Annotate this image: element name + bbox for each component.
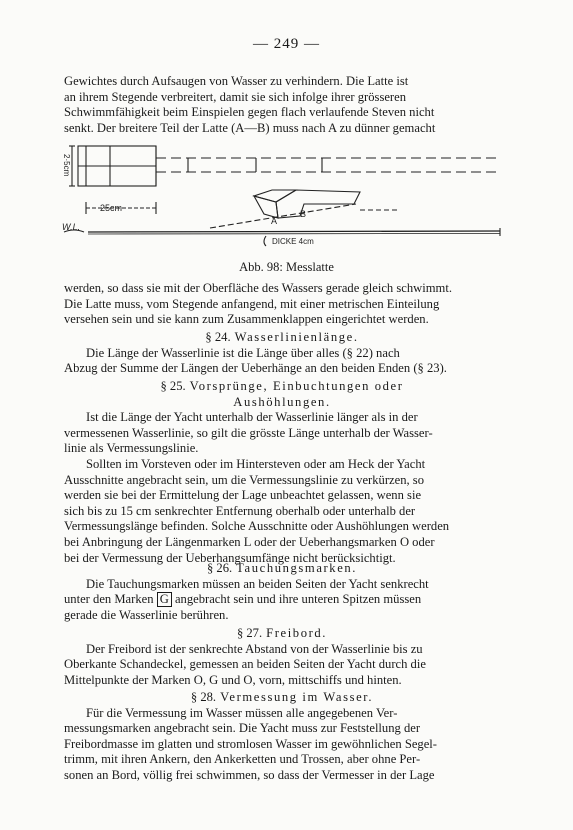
text-line: Die Länge der Wasserlinie ist die Länge über alles (§ 22) nach	[86, 345, 400, 360]
section-25	[64, 379, 500, 566]
text-line: werden, so dass sie mit der Oberfläche des Wassers gerade gleich schwimmt.	[64, 281, 452, 295]
float-arm	[276, 190, 360, 218]
water-line	[88, 231, 500, 232]
figure-caption: Abb. 98: Messlatte	[239, 260, 334, 274]
section-heading: § 25. Vorsprünge, Einbuchtungen oder	[160, 379, 404, 393]
page-number: — 249 —	[253, 36, 320, 52]
text-line: sonen an Bord, völlig frei schwimmen, so dass der Vermesser in der Lage	[64, 767, 435, 782]
section-heading-cont: Aushöhlungen.	[233, 394, 331, 409]
text-line: Abzug der Summe der Längen der Ueberhänge an den beiden Enden (§ 23).	[64, 361, 447, 376]
text-line: Ist die Länge der Yacht unterhalb der Wasserlinie länger als in der	[86, 410, 418, 425]
section-26	[64, 561, 500, 623]
waterline-label: W.L.	[62, 222, 81, 232]
text-line: Der Freibord ist der senkrechte Abstand von der Wasserlinie bis zu	[86, 641, 423, 656]
text-line: vermessenen Wasserlinie, so gilt die grösste Länge unterhalb der Wasser-	[64, 425, 433, 440]
text-line: an ihrem Stegende verbreitert, damit sie sich infolge ihrer grösseren	[64, 89, 407, 104]
text-line: Für die Vermessung im Wasser müssen alle angegebenen Ver-	[86, 705, 398, 720]
text-line: unter den Marken G angebracht sein und ihre unteren Spitzen müssen	[64, 592, 422, 607]
messlatte-figure	[60, 138, 510, 253]
text-line: bei Anbringung der Längenmarken L oder der Ueberhangsmarken O oder	[64, 534, 435, 549]
text-line: senkt. Der breitere Teil der Latte (A—B) muss nach A zu dünner gemacht	[64, 120, 436, 135]
intro-paragraph	[64, 74, 500, 136]
section-28	[64, 690, 500, 784]
text-line: Oberkante Schandeckel, gemessen an beiden Seiten der Yacht durch die	[64, 657, 426, 672]
text-line: Schwimmfähigkeit beim Einspielen gegen flach verlaufende Steven nicht	[64, 105, 435, 120]
text-line: versehen sein und sie kann zum Zusammenklappen eingerichtet werden.	[64, 312, 429, 327]
section-heading: § 27. Freibord.	[236, 626, 328, 640]
continuation-paragraph	[64, 281, 500, 328]
text-line: Gewichtes durch Aufsaugen von Wasser zu verhindern. Die Latte ist	[64, 74, 409, 88]
width-label: 25cm	[100, 203, 123, 213]
section-24	[64, 330, 500, 377]
text-line: Sollten im Vorsteven oder im Hintersteven oder am Heck der Yacht	[86, 456, 426, 471]
marker-g-box: G	[157, 592, 172, 607]
section-heading: § 28. Vermessung im Wasser.	[190, 690, 374, 704]
label-a: A	[271, 216, 278, 226]
text-line: Freibordmasse im glatten und stromlosen Wasser im gewöhnlichen Segel-	[64, 736, 437, 751]
dicke-label: DICKE 4cm	[272, 237, 314, 246]
label-b: B	[300, 209, 307, 219]
text-line: sich bis zu 15 cm senkrechter Entfernung oberhalb oder unterhalb der	[64, 503, 416, 518]
text-line: linie als Vermessungslinie.	[64, 441, 199, 456]
text-line: Die Tauchungsmarken müssen an beiden Seiten der Yacht senkrecht	[86, 576, 429, 591]
float-top	[254, 190, 296, 202]
text-line: Vermessungslänge befinden. Solche Ausschnitte oder Aushöhlungen werden	[64, 519, 450, 534]
text-line: Ausschnitte angebracht sein, um die Vermessungslinie zu verkürzen, so	[64, 472, 424, 487]
text-line: messungsmarken angebracht sein. Die Yacht muss zur Feststellung der	[64, 721, 421, 736]
text-line: gerade die Wasserlinie berühren.	[64, 607, 229, 622]
section-heading: § 26. Tauchungsmarken.	[206, 561, 358, 575]
text-line: bei der Vermessung der Ueberhangsumfänge nicht berücksichtigt.	[64, 550, 396, 565]
text-line: werden sie bei der Ermittelung der Lage unbeachtet gelassen, wenn sie	[64, 488, 422, 503]
section-heading: § 24. Wasserlinienlänge.	[205, 330, 359, 344]
text-line: Mittelpunkte der Marken O, G und O, vorn, mittschiffs und hinten.	[64, 672, 402, 687]
height-label: 2·5cm	[62, 154, 71, 177]
section-27	[64, 626, 500, 688]
text-line: Die Latte muss, vom Stegende anfangend, mit einer metrischen Einteilung	[64, 296, 440, 311]
float-side	[254, 196, 278, 218]
text-line: trimm, mit ihren Ankern, den Ankerketten und Trossen, aber ohne Per-	[64, 752, 421, 767]
